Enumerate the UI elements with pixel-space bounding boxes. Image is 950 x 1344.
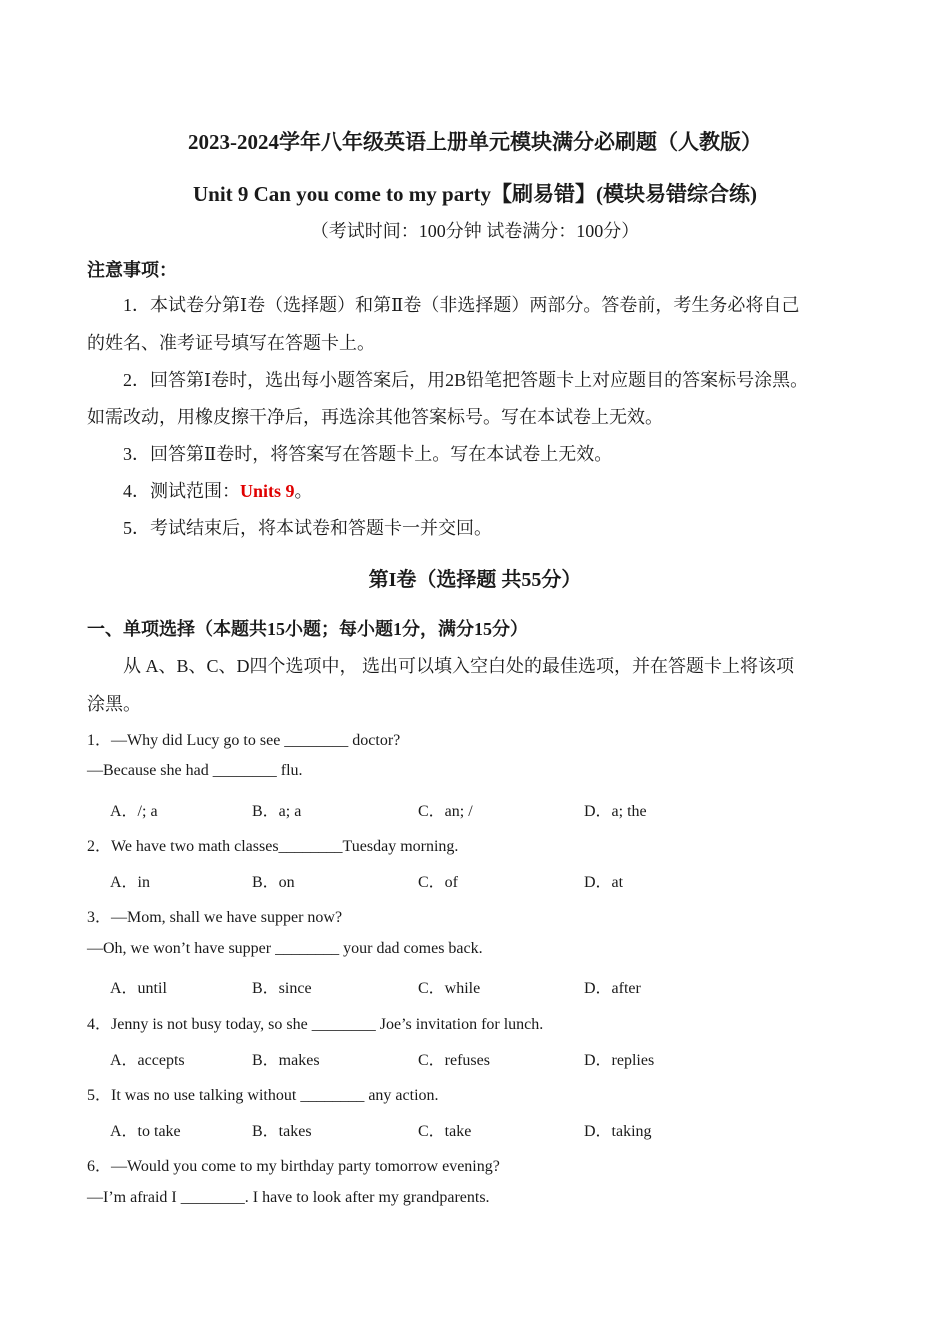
notice-item-2-line-2: 如需改动，用橡皮擦干净后，再选涂其他答案标号。写在本试卷上无效。 xyxy=(87,407,663,427)
section-instruction-line-2: 涂黑。 xyxy=(87,694,141,714)
question-2-option-c[interactable]: C．of xyxy=(418,874,459,891)
section-instruction-line-1: 从 A、B、C、D四个选项中， 选出可以填入空白处的最佳选项，并在答题卡上将该项 xyxy=(123,656,795,676)
question-5-option-c[interactable]: C．take xyxy=(418,1123,472,1140)
question-3-option-c[interactable]: C．while xyxy=(418,980,481,997)
question-4-line-1: 4．Jenny is not busy today, so she ________ Joe’s invitation for lunch. xyxy=(87,1016,544,1033)
question-1-option-b[interactable]: B．a; a xyxy=(252,803,302,820)
document-title: 2023-2024学年八年级英语上册单元模块满分必刷题（人教版） xyxy=(188,130,762,154)
question-1-line-1: 1．—Why did Lucy go to see ________ doctor? xyxy=(87,732,401,749)
test-scope-highlight: Units 9 xyxy=(240,481,295,501)
question-3-line-2: —Oh, we won’t have supper ________ your dad comes back. xyxy=(87,940,483,957)
question-3-option-a[interactable]: A．until xyxy=(110,980,167,997)
question-1-line-2: —Because she had ________ flu. xyxy=(87,762,303,779)
question-2-option-b[interactable]: B．on xyxy=(252,874,295,891)
question-5-option-a[interactable]: A．to take xyxy=(110,1123,181,1140)
notice-item-5: 5．考试结束后，将本试卷和答题卡一并交回。 xyxy=(123,518,492,538)
question-1-option-a[interactable]: A．/; a xyxy=(110,803,158,820)
question-4-option-c[interactable]: C．refuses xyxy=(418,1052,490,1069)
exam-info: （考试时间：100分钟 试卷满分：100分） xyxy=(310,221,640,241)
question-5-line-1: 5．It was no use talking without ________ any action. xyxy=(87,1087,439,1104)
question-1-option-c[interactable]: C．an; / xyxy=(418,803,473,820)
question-5-option-d[interactable]: D．taking xyxy=(584,1123,652,1140)
question-6-line-1: 6．—Would you come to my birthday party tomorrow evening? xyxy=(87,1158,500,1175)
question-4-option-d[interactable]: D．replies xyxy=(584,1052,655,1069)
question-1-option-d[interactable]: D．a; the xyxy=(584,803,647,820)
document-subtitle: Unit 9 Can you come to my party【刷易错】(模块易错综合练) xyxy=(192,182,758,206)
question-2-option-d[interactable]: D．at xyxy=(584,874,624,891)
question-2-line-1: 2．We have two math classes________Tuesday morning. xyxy=(87,838,459,855)
question-3-option-d[interactable]: D．after xyxy=(584,980,641,997)
notice-item-1-line-1: 1．本试卷分第Ⅰ卷（选择题）和第Ⅱ卷（非选择题）两部分。答卷前，考生务必将自己 xyxy=(123,295,800,315)
question-3-option-b[interactable]: B．since xyxy=(252,980,312,997)
notice-item-4-prefix: 4．测试范围： xyxy=(123,481,240,501)
question-2-option-a[interactable]: A．in xyxy=(110,874,151,891)
question-4-option-b[interactable]: B．makes xyxy=(252,1052,320,1069)
question-4-option-a[interactable]: A．accepts xyxy=(110,1052,185,1069)
notice-heading: 注意事项： xyxy=(87,260,177,280)
question-3-line-1: 3．—Mom, shall we have supper now? xyxy=(87,909,343,926)
part-1-heading: 第I卷（选择题 共55分） xyxy=(368,569,582,591)
question-6-line-2: —I’m afraid I ________. I have to look after my grandparents. xyxy=(87,1189,490,1206)
question-5-option-b[interactable]: B．takes xyxy=(252,1123,312,1140)
notice-item-4 xyxy=(123,477,313,503)
notice-item-4-suffix: 。 xyxy=(294,481,313,501)
notice-item-1-line-2: 的姓名、准考证号填写在答题卡上。 xyxy=(87,333,375,353)
notice-item-3: 3．回答第Ⅱ卷时，将答案写在答题卡上。写在本试卷上无效。 xyxy=(123,444,613,464)
notice-item-2-line-1: 2．回答第Ⅰ卷时，选出每小题答案后，用2B铅笔把答题卡上对应题目的答案标号涂黑。 xyxy=(123,370,809,390)
section-1-heading: 一、单项选择（本题共15小题；每小题1分，满分15分） xyxy=(87,619,528,639)
